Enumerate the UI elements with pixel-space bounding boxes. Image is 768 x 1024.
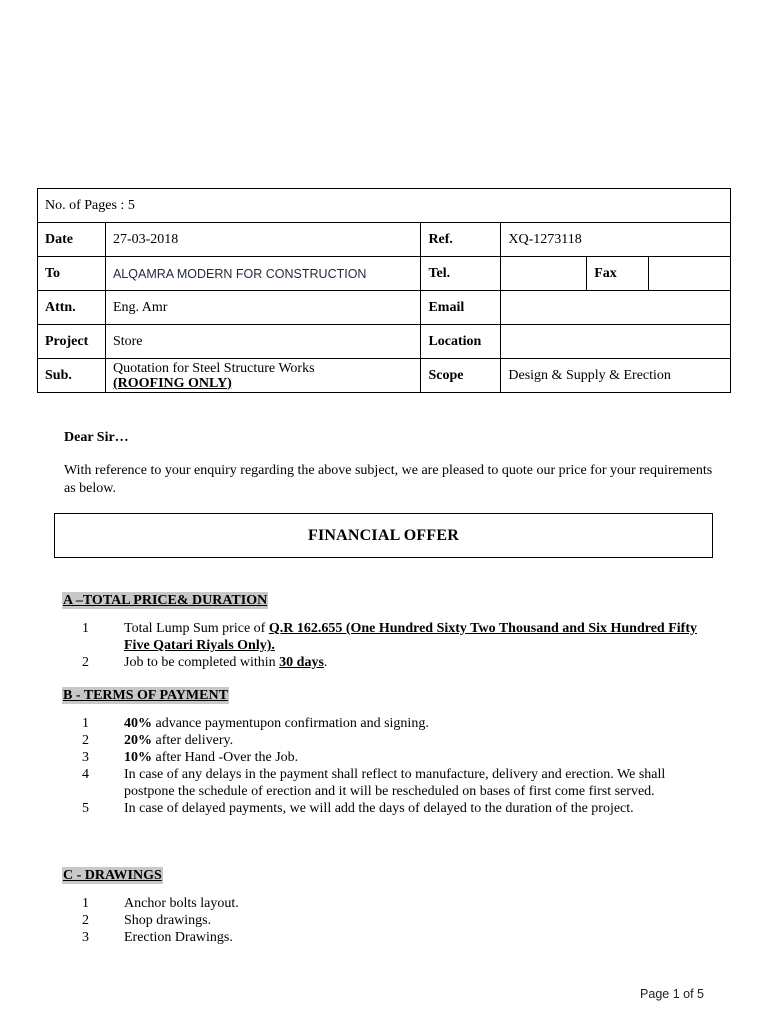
to-value: ALQAMRA MODERN FOR CONSTRUCTION <box>105 257 420 291</box>
list-item <box>62 912 712 929</box>
list-item <box>62 620 712 654</box>
ref-label: Ref. <box>421 223 501 257</box>
page-number: Page 1 of 5 <box>640 987 704 1001</box>
location-label: Location <box>421 325 501 359</box>
pages-count: No. of Pages : 5 <box>38 189 731 223</box>
sub-label: Sub. <box>38 359 106 393</box>
financial-offer-title: FINANCIAL OFFER <box>54 513 713 558</box>
attn-value: Eng. Amr <box>105 291 420 325</box>
subject-emphasis: (ROOFING ONLY) <box>112 375 232 391</box>
item-number: 3 <box>82 930 89 945</box>
section-a-list <box>62 620 712 671</box>
email-value <box>501 291 731 325</box>
date-value: 27-03-2018 <box>105 223 420 257</box>
item-text: Job to be completed within <box>124 655 280 670</box>
duration-value: 30 days <box>279 655 324 670</box>
percent-value: 40% <box>124 716 152 731</box>
date-label: Date <box>38 223 106 257</box>
price-amount: Q.R 162.655 (One Hundred Sixty Two Thousand and Six Hundred Fifty Five Qatari Riyals Only). <box>124 621 697 653</box>
subject-line: Quotation for Steel Structure Works <box>112 360 315 376</box>
item-number: 1 <box>82 716 89 731</box>
greeting: Dear Sir… <box>64 430 129 445</box>
section-c-heading: C - DRAWINGS <box>63 868 162 883</box>
list-item <box>62 732 712 749</box>
fax-value <box>649 257 731 291</box>
section-b-heading: B - TERMS OF PAYMENT <box>63 688 228 703</box>
list-item <box>62 929 712 946</box>
list-item <box>62 800 712 817</box>
project-label: Project <box>38 325 106 359</box>
item-number: 1 <box>82 621 89 636</box>
attn-label: Attn. <box>38 291 106 325</box>
list-item <box>62 895 712 912</box>
item-number: 2 <box>82 655 89 670</box>
item-text: Shop drawings. <box>124 913 212 928</box>
fax-label: Fax <box>587 257 649 291</box>
item-text: after Hand -Over the Job. <box>152 750 299 765</box>
item-number: 2 <box>82 733 89 748</box>
list-item <box>62 766 712 800</box>
intro-paragraph: With reference to your enquiry regarding the above subject, we are pleased to quote our price for your requirements as below. <box>64 463 713 496</box>
item-text-end: . <box>323 655 328 670</box>
project-value: Store <box>105 325 420 359</box>
item-number: 4 <box>82 767 89 782</box>
section-a-heading: A –TOTAL PRICE& DURATION <box>63 593 268 608</box>
ref-value: XQ-1273118 <box>501 223 731 257</box>
item-number: 1 <box>82 896 89 911</box>
item-text: In case of delayed payments, we will add the days of delayed to the duration of the project. <box>124 801 634 816</box>
scope-value: Design & Supply & Erection <box>501 359 731 393</box>
to-label: To <box>38 257 106 291</box>
item-text: after delivery. <box>152 733 234 748</box>
item-text: Erection Drawings. <box>124 930 233 945</box>
list-item <box>62 654 712 671</box>
subject-cell <box>105 359 420 393</box>
item-number: 3 <box>82 750 89 765</box>
percent-value: 10% <box>124 750 152 765</box>
scope-label: Scope <box>421 359 501 393</box>
item-text: In case of any delays in the payment shall reflect to manufacture, delivery and erection. We shall postpone the schedule of erection and it will be rescheduled on bases of first come first served. <box>124 767 666 799</box>
list-item <box>62 749 712 766</box>
percent-value: 20% <box>124 733 152 748</box>
section-b-list <box>62 715 712 817</box>
list-item <box>62 715 712 732</box>
item-text: Total Lump Sum price of <box>124 621 269 636</box>
item-number: 2 <box>82 913 89 928</box>
item-number: 5 <box>82 801 89 816</box>
section-c-list <box>62 895 712 946</box>
email-label: Email <box>421 291 501 325</box>
tel-value <box>501 257 587 291</box>
tel-label: Tel. <box>421 257 501 291</box>
location-value <box>501 325 731 359</box>
item-text: advance paymentupon confirmation and signing. <box>152 716 429 731</box>
item-text: Anchor bolts layout. <box>124 896 239 911</box>
header-info-table <box>37 188 731 393</box>
